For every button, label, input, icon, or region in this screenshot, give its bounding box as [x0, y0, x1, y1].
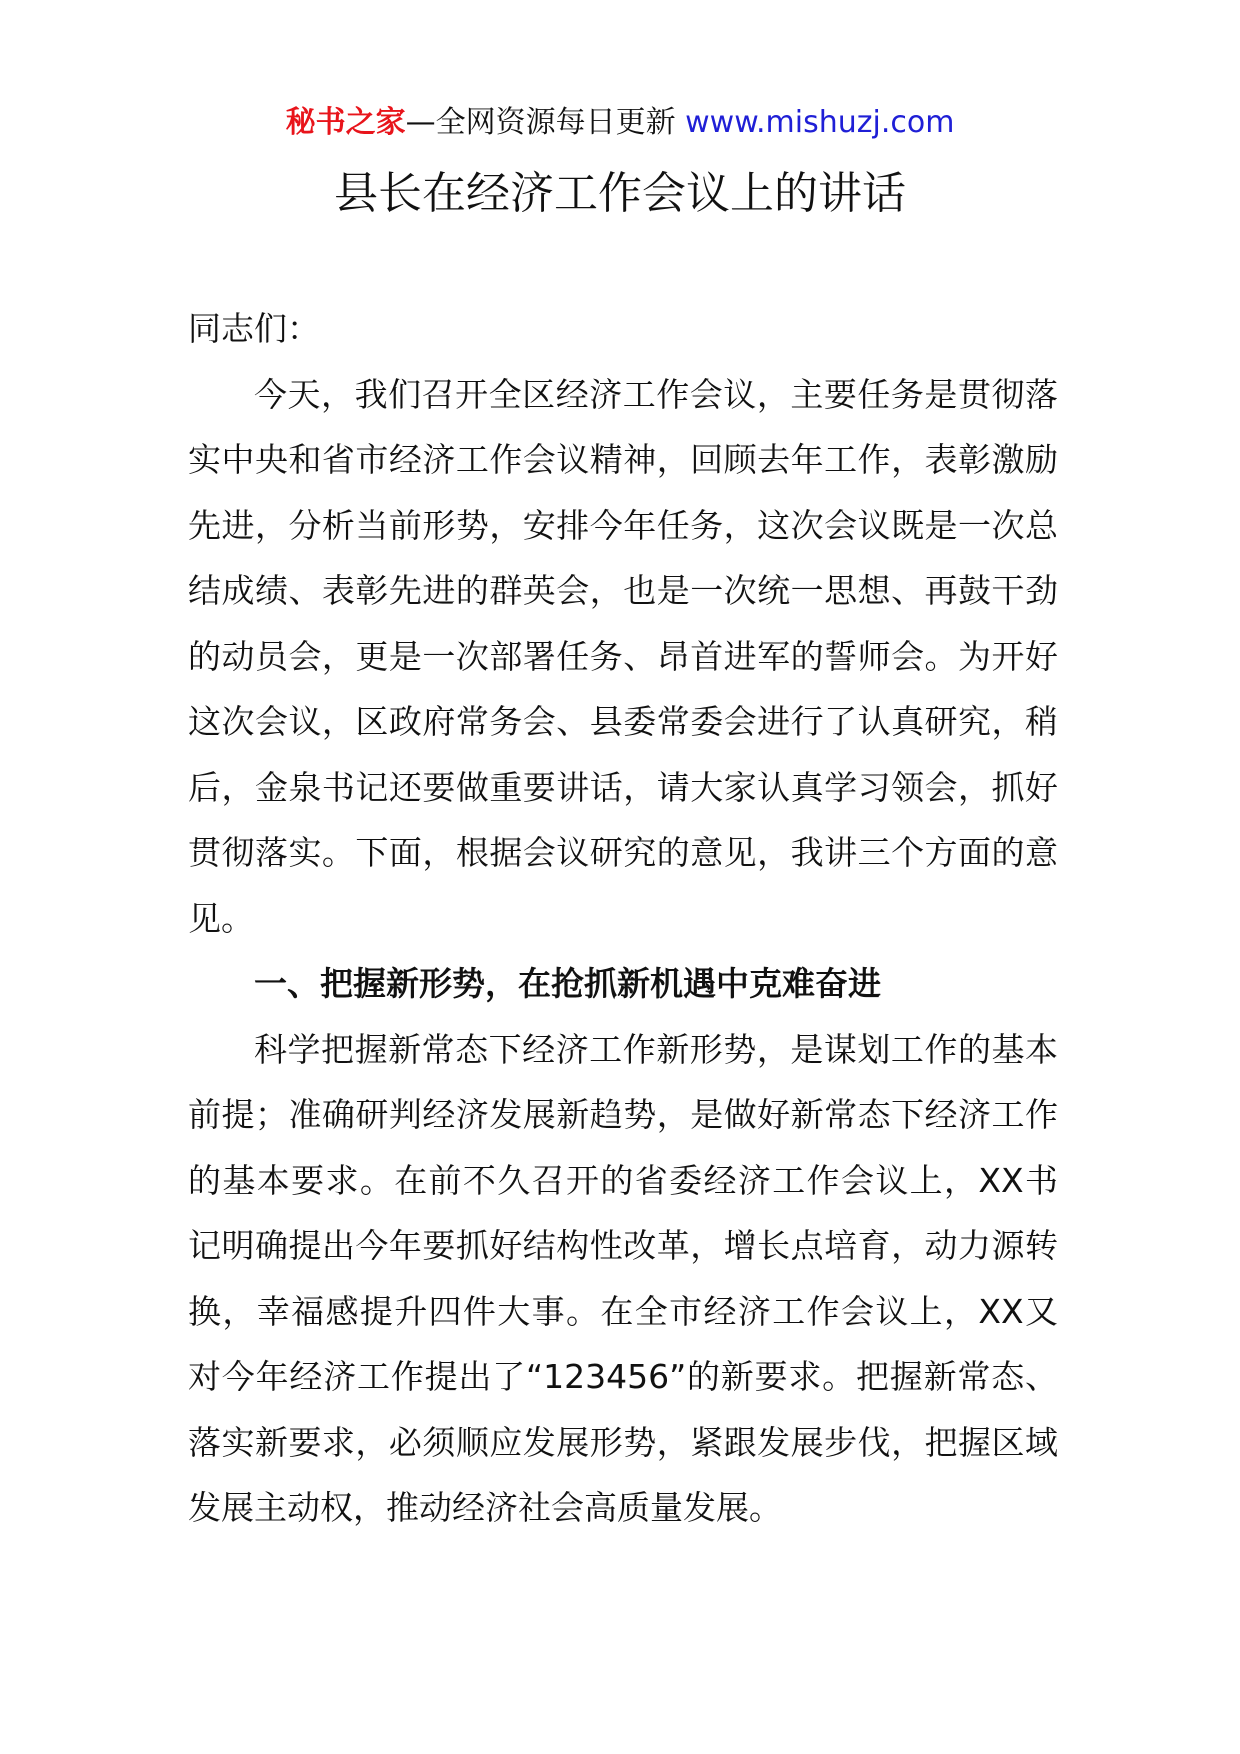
document-title: 县长在经济工作会议上的讲话 [334, 168, 906, 219]
site-header [0, 103, 1240, 143]
paragraph-section-1: 科学把握新常态下经济工作新形势，是谋划工作的基本前提；准确研判经济发展新趋势，是做好新常态下经济工作的基本要求。在前不久召开的省委经济工作会议上，XX书记明确提出今年要抓好结构性改革，增长点培育，动力源转换，幸福感提升四件大事。在全市经济工作会议上，XX又对今年经济工作提出了“123456”的新要求。把握新常态、落实新要求，必须顺应发展形势，紧跟发展步伐，把握区域发展主动权，推动经济社会高质量发展。 [188, 1029, 1058, 1527]
site-url-link[interactable]: www.mishuzj.com [685, 105, 955, 140]
salutation: 同志们： [188, 309, 320, 348]
site-brand: 秘书之家 [285, 105, 406, 140]
document-body [188, 296, 1058, 1541]
paragraph-intro: 今天，我们召开全区经济工作会议，主要任务是贯彻落实中央和省市经济工作会议精神，回顾去年工作，表彰激励先进，分析当前形势，安排今年任务，这次会议既是一次总结成绩、表彰先进的群英会，也是一次统一思想、再鼓干劲的动员会，更是一次部署任务、昂首进军的誓师会。为开好这次会议，区政府常务会、县委常委会进行了认真研究，稍后，金泉书记还要做重要讲话，请大家认真学习领会，抓好贯彻落实。下面，根据会议研究的意见，我讲三个方面的意见。 [188, 374, 1058, 938]
site-slogan: —全网资源每日更新 [405, 105, 686, 140]
section-heading-1: 一、把握新形势，在抢抓新机遇中克难奋进 [254, 964, 881, 1003]
